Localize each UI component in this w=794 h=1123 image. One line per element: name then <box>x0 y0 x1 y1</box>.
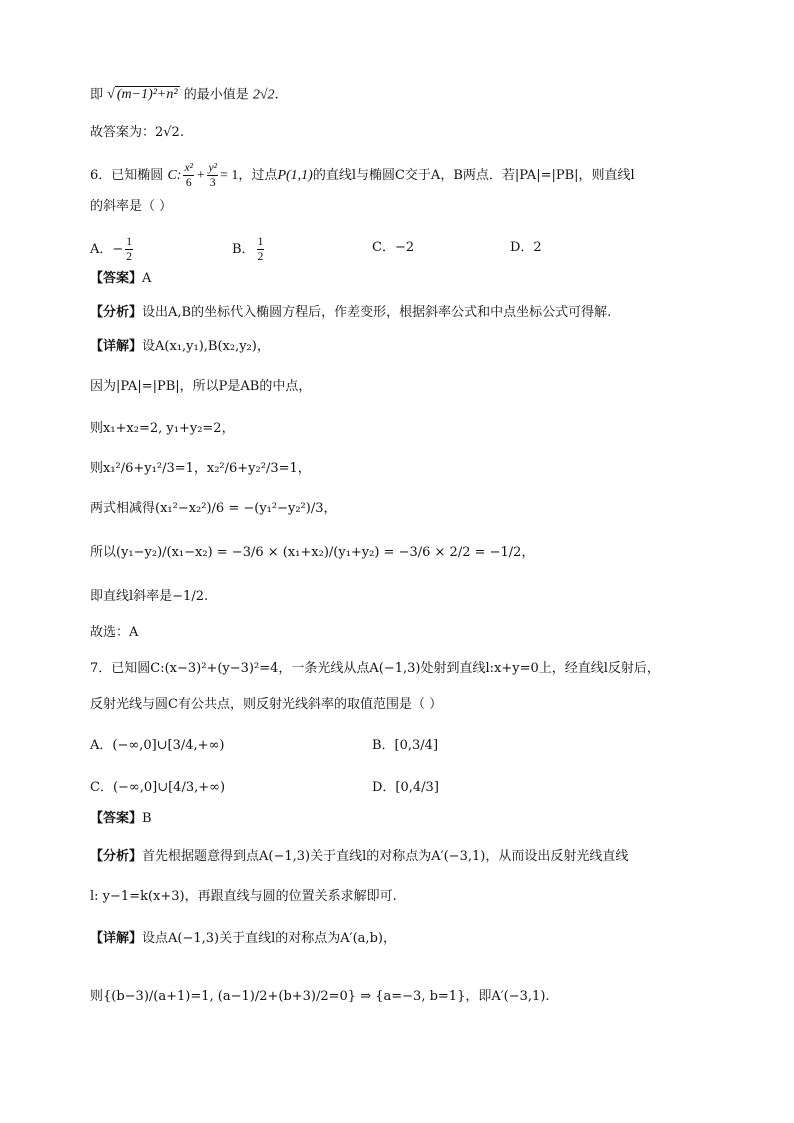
q7-stem-line1: 7．已知圆C:(x−3)²+(y−3)²=4，一条光线从点A(−1,3)处射到直线l:x+y=0上，经直线l反射后， <box>90 661 660 676</box>
sqrt-expression: √ (m−1)²+n² <box>107 87 178 102</box>
q7-option-c: C．(−∞,0]∪[4/3,+∞) <box>90 780 226 795</box>
q6-detail-3: 则x₁+x₂=2, y₁+y₂=2， <box>90 421 235 436</box>
q7-analysis-line2: l: y−1=k(x+3)，再跟直线与圆的位置关系求解即可. <box>90 889 397 904</box>
q7-detail-2: 则{(b−3)/(a+1)=1, (a−1)/2+(b+3)/2=0} ⇒ {a=−3, b=1}，即A′(−3,1). <box>90 989 550 1004</box>
q6-detail-6: 所以(y₁−y₂)/(x₁−x₂) = −3/6 × (x₁+x₂)/(y₁+y₂) = −3/6 × 2/2 = −1/2， <box>90 545 535 560</box>
prev-prefix: 即 <box>90 87 104 103</box>
answer-tag: 【答案】 <box>90 271 143 286</box>
analysis-tag: 【分析】 <box>90 305 143 320</box>
analysis-tag: 【分析】 <box>90 849 143 864</box>
q6-detail-7: 即直线l斜率是−1/2. <box>90 589 209 604</box>
q6-analysis-line: 【分析】设出A,B的坐标代入椭圆方程后，作差变形，根据斜率公式和中点坐标公式可得解. <box>90 305 612 320</box>
q7-option-b: B．[0,3/4] <box>372 738 439 753</box>
prev-mid-text: 的最小值是 <box>183 87 249 103</box>
q6-detail-1: 【详解】设A(x₁,y₁),B(x₂,y₂)， <box>90 339 270 354</box>
q6-option-c: C．−2 <box>372 240 415 255</box>
prev-value: 2√2 <box>252 87 275 103</box>
q6-option-a: A．− $\frac{1}{2}$ <box>90 236 133 264</box>
prev-min-line: 即 √ (m−1)²+n² 的最小值是 2√2. <box>90 87 279 103</box>
q6-choose-line: 故选：A <box>90 625 139 640</box>
q6-option-b: B． $\frac{1}{2}$ <box>232 236 264 264</box>
q6-option-d: D．2 <box>510 240 542 255</box>
q6-stem-line1: 6．已知椭圆 C: $\frac{\text{x²}}{6}$ + $\frac{\text{y²}}{3}$ = 1，过点P(1,1)的直线l与椭圆C交于A，B两点．若|PA|=|PB|，则直线l <box>90 162 635 190</box>
answer-tag: 【答案】 <box>90 811 143 826</box>
q6-number: 6． <box>90 167 112 183</box>
detail-tag: 【详解】 <box>90 931 143 946</box>
q6-ellipse-eq: C: $\frac{\text{x²}}{6}$ + $\frac{\text{y²}}{3}$ = 1 <box>167 162 239 190</box>
q7-number: 7． <box>90 661 112 676</box>
detail-tag: 【详解】 <box>90 339 143 354</box>
q7-analysis-line1: 【分析】首先根据题意得到点A(−1,3)关于直线l的对称点为A′(−3,1)，从而设出反射光线直线 <box>90 849 629 864</box>
q7-stem-line2: 反射光线与圆C有公共点，则反射光线斜率的取值范围是（ ） <box>90 697 443 712</box>
q7-answer-line: 【答案】B <box>90 811 152 826</box>
q6-detail-2: 因为|PA|=|PB|，所以P是AB的中点， <box>90 379 312 394</box>
q7-detail-1: 【详解】设点A(−1,3)关于直线l的对称点为A′(a,b)， <box>90 931 396 946</box>
q6-detail-4: 则x₁²/6+y₁²/3=1，x₂²/6+y₂²/3=1， <box>90 461 311 476</box>
q7-option-a: A．(−∞,0]∪[3/4,+∞) <box>90 738 225 753</box>
q6-answer-line: 【答案】A <box>90 271 152 286</box>
prev-answer-line: 故答案为：2√2. <box>90 125 184 140</box>
q6-detail-5: 两式相减得(x₁²−x₂²)/6 = −(y₁²−y₂²)/3， <box>90 501 337 516</box>
q7-option-d: D．[0,4/3] <box>372 780 439 795</box>
q6-stem-line2: 的斜率是（ ） <box>90 199 173 214</box>
q6-point: P(1,1) <box>277 167 313 183</box>
